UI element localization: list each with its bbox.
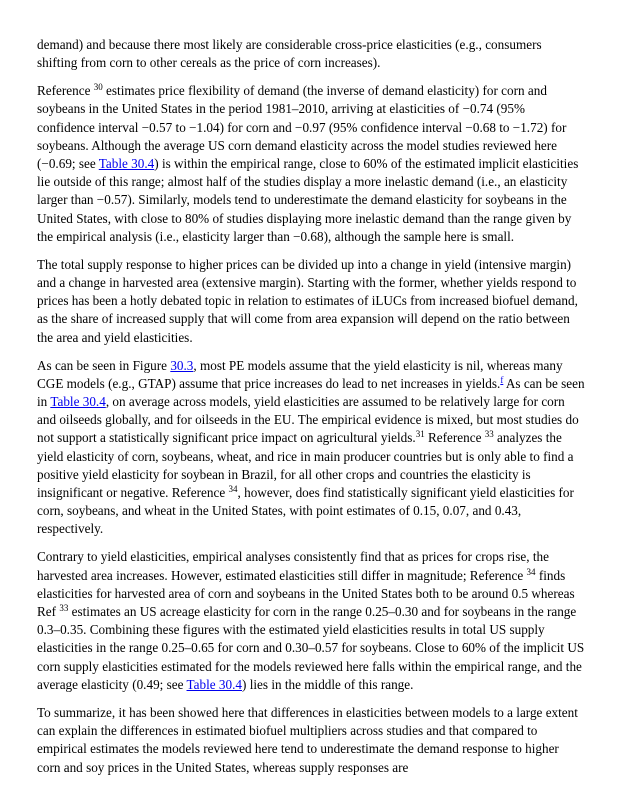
cross-reference-link[interactable]: 30.3: [170, 357, 194, 373]
paragraph-4: [37, 357, 585, 539]
text-run: As can be seen in: [37, 375, 585, 410]
text-run: , most PE models assume that the yield elasticity is nil, whereas many CGE models (e.g., GTAP) assume that price increases do lead to net increases in yields.: [37, 357, 563, 391]
paragraph-1: [37, 36, 585, 72]
text-run: , on average across models, yield elasticities are assumed to be relatively large for corn and oilseeds globally, and for oilseeds in the EU. The empirical evidence is mixed, but most studies do not support a statistically significant price impact on agricultural yields.: [37, 394, 579, 446]
paragraph-2: [37, 82, 585, 246]
text-run: As can be seen in Figure: [37, 357, 171, 373]
text-run: The total supply response to higher prices can be divided up into a change in yield (intensive margin) and a change in harvested area (extensive margin). Starting with the former, whether yields respond to prices has been a hotly debated topic in relation to estimates of iLUCs from increased biofuel demand, as the share of increased supply that will come from area expansion will depend on the ratio between the area and yield elasticities.: [37, 256, 578, 345]
cross-reference-link[interactable]: Table 30.4: [186, 676, 243, 692]
text-run: Reference: [424, 430, 485, 446]
text-run: Reference: [37, 83, 94, 99]
cross-reference-link[interactable]: Table 30.4: [98, 156, 155, 172]
paragraph-3: [37, 256, 585, 347]
text-run: estimates price flexibility of demand (the inverse of demand elasticity) for corn and soybeans in the United States in the period 1981–2010, arriving at elasticities of −0.74 (95% confidence interval −0.57 to −1.04) for corn and −0.97 (95% confidence interval −0.68 to −1.72) for soybeans. Although the average US corn demand elasticity across the model studies reviewed here (−0.69; see: [37, 83, 567, 172]
text-run: To summarize, it has been showed here that differences in elasticities between models to a large extent can explain the differences in estimated biofuel multipliers across studies and that compared to empirical estimates the models reviewed here tend to underestimate the demand response to higher corn and soy prices in the United States, whereas supply responses are: [37, 704, 578, 775]
text-run: Contrary to yield elasticities, empirical analyses consistently find that as prices for crops rise, the harvested area increases. However, estimated elasticities still differ in magnitude; Reference: [37, 549, 549, 583]
text-run: demand) and because there most likely are considerable cross-price elasticities (e.g., consumers shifting from corn to other cereals as the price of corn increases).: [37, 37, 542, 71]
document-page: [37, 36, 585, 787]
reference-superscript: 33: [59, 603, 69, 614]
text-run: ) is within the empirical range, close to 60% of the estimated implicit elasticities lie outside of this range; almost half of the studies display a more inelastic demand (i.e., an elasticity larger than −0.57). Similarly, models tend to underestimate the demand elasticity for soybeans in the United States, with close to 80% of studies displaying more inelastic demand than the range given by the empirical analysis (i.e., elasticity larger than −0.68), although the sample here is small.: [37, 156, 579, 244]
reference-superscript: 34: [526, 566, 536, 577]
reference-superscript: 31: [415, 429, 425, 440]
text-run: finds elasticities for harvested area of corn and soybeans in the United States both to be around 0.5 whereas Ref: [37, 567, 575, 620]
text-run: , however, does find statistically significant yield elasticities for corn, soybeans, and wheat in the United States, with point estimates of 0.15, 0.07, and 0.43, respectively.: [37, 485, 574, 537]
reference-superscript: 33: [484, 429, 494, 440]
text-run: analyzes the yield elasticity of corn, soybeans, wheat, and rice in main producer countries but is only able to find a positive yield elasticity for soybean in Brazil, for all other crops and countries the elasticity is insignificant or negative. Reference: [37, 430, 574, 501]
paragraph-6: [37, 704, 585, 777]
reference-superscript: 30: [93, 82, 103, 93]
reference-superscript: 34: [228, 484, 238, 495]
paragraph-5: [37, 548, 585, 694]
footnote-link[interactable]: f: [500, 374, 504, 385]
text-run: estimates an US acreage elasticity for corn in the range 0.25–0.30 and for soybeans in the range 0.3–0.35. Combining these figures with the estimated yield elasticities results in total US supply elasticities in the range 0.25–0.65 for corn and 0.30–0.57 for soybeans. Close to 60% of the implicit US corn supply elasticities estimated for the models reviewed here falls within the empirical range, and the average elasticity (0.49; see: [37, 604, 585, 692]
text-run: ) lies in the middle of this range.: [242, 676, 414, 692]
cross-reference-link[interactable]: Table 30.4: [50, 394, 106, 410]
